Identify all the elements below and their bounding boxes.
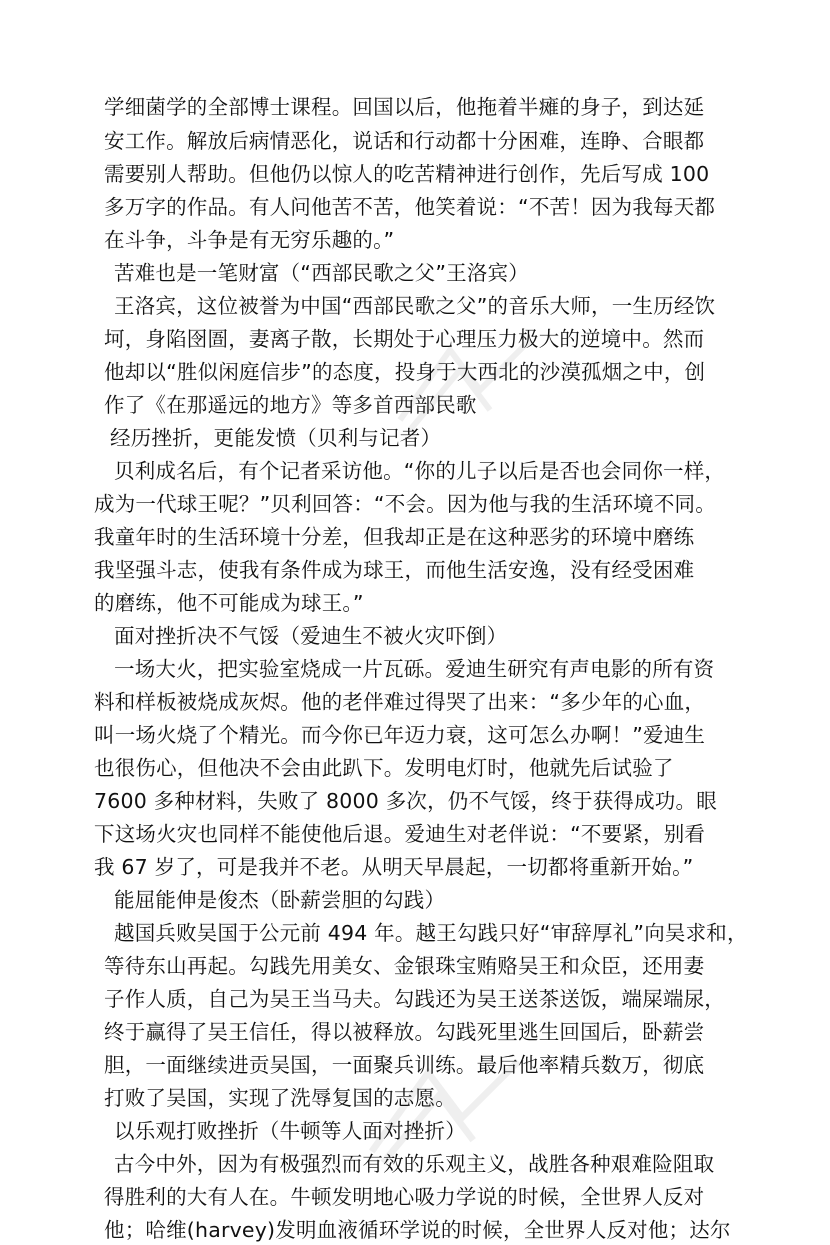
body-line: 安工作。解放后病情恶化，说话和行动都十分困难，连睁、合眼都 — [104, 129, 705, 153]
body-line: 终于赢得了吴王信任，得以被释放。勾践死里逃生回国后，卧薪尝 — [104, 1020, 705, 1044]
body-line: 我童年时的生活环境十分差，但我却正是在这种恶劣的环境中磨练 — [94, 525, 695, 549]
body-line: 越国兵败吴国于公元前 494 年。越王勾践只好“审辞厚礼”向吴求和， — [114, 921, 748, 945]
body-line: 等待东山再起。勾践先用美女、金银珠宝贿赂吴王和众臣，还用妻 — [104, 954, 705, 978]
body-line: 一场大火，把实验室烧成一片瓦砾。爱迪生研究有声电影的所有资 — [114, 657, 715, 681]
section-heading: 经历挫折，更能发愤（贝利与记者） — [110, 426, 442, 450]
body-line: 得胜利的大有人在。牛顿发明地心吸力学说的时候，全世界人反对 — [104, 1185, 705, 1209]
body-line: 作了《在那遥远的地方》等多首西部民歌 — [104, 393, 477, 417]
body-line: 的磨练，他不可能成为球王。” — [94, 591, 364, 615]
body-line: 王洛宾，这位被誉为中国“西部民歌之父”的音乐大师，一生历经饮 — [114, 294, 716, 318]
body-line: 我坚强斗志，使我有条件成为球王，而他生活安逸，没有经受困难 — [94, 558, 695, 582]
body-line: 我 67 岁了，可是我并不老。从明天早晨起，一切都将重新开始。” — [94, 855, 694, 879]
body-line: 下这场火灾也同样不能使他后退。爱迪生对老伴说：“不要紧，别看 — [94, 822, 706, 846]
body-line: 子作人质，自己为吴王当马夫。勾践还为吴王送茶送饭，端屎端尿， — [104, 987, 725, 1011]
body-line: 也很伤心，但他决不会由此趴下。发明电灯时，他就先后试验了 — [94, 756, 674, 780]
body-line: 他；哈维(harvey)发明血液循环学说的时候，全世界人反对他；达尔 — [104, 1218, 731, 1242]
body-line: 在斗争，斗争是有无穷乐趣的。” — [104, 228, 395, 252]
section-heading: 面对挫折决不气馁（爱迪生不被火灾吓倒） — [114, 624, 508, 648]
body-line: 坷，身陷囹圄，妻离子散，长期处于心理压力极大的逆境中。然而 — [104, 327, 705, 351]
body-line: 叫一场火烧了个精光。而今你已年迈力衰，这可怎么办啊！”爱迪生 — [94, 723, 706, 747]
section-heading: 能屈能伸是俊杰（卧薪尝胆的勾践） — [114, 888, 446, 912]
section-heading: 以乐观打败挫折（牛顿等人面对挫折） — [114, 1119, 466, 1143]
body-line: 贝利成名后，有个记者采访他。“你的儿子以后是否也会同你一样， — [114, 459, 726, 483]
body-line: 胆，一面继续进贡吴国，一面聚兵训练。最后他率精兵数万，彻底 — [104, 1053, 705, 1077]
body-line: 多万字的作品。有人问他苦不苦，他笑着说：“不苦！因为我每天都 — [104, 195, 716, 219]
body-line: 7600 多种材料，失败了 8000 多次，仍不气馁，终于获得成功。眼 — [94, 789, 717, 813]
body-line: 他却以“胜似闲庭信步”的态度，投身于大西北的沙漠孤烟之中，创 — [104, 360, 706, 384]
section-heading: 苦难也是一笔财富（“西部民歌之父”王洛宾） — [114, 261, 529, 285]
body-line: 学细菌学的全部博士课程。回国以后，他拖着半瘫的身子，到达延 — [104, 95, 705, 119]
body-line: 需要别人帮助。但他仍以惊人的吃苦精神进行创作，先后写成 100 — [104, 162, 710, 186]
body-line: 料和样板被烧成灰烬。他的老伴难过得哭了出来：“多少年的心血， — [94, 690, 706, 714]
body-line: 打败了吴国，实现了洗辱复国的志愿。 — [104, 1086, 456, 1110]
body-line: 成为一代球王呢？”贝利回答：“不会。因为他与我的生活环境不同。 — [94, 492, 716, 516]
body-line: 古今中外，因为有极强烈而有效的乐观主义，战胜各种艰难险阻取 — [114, 1152, 715, 1176]
